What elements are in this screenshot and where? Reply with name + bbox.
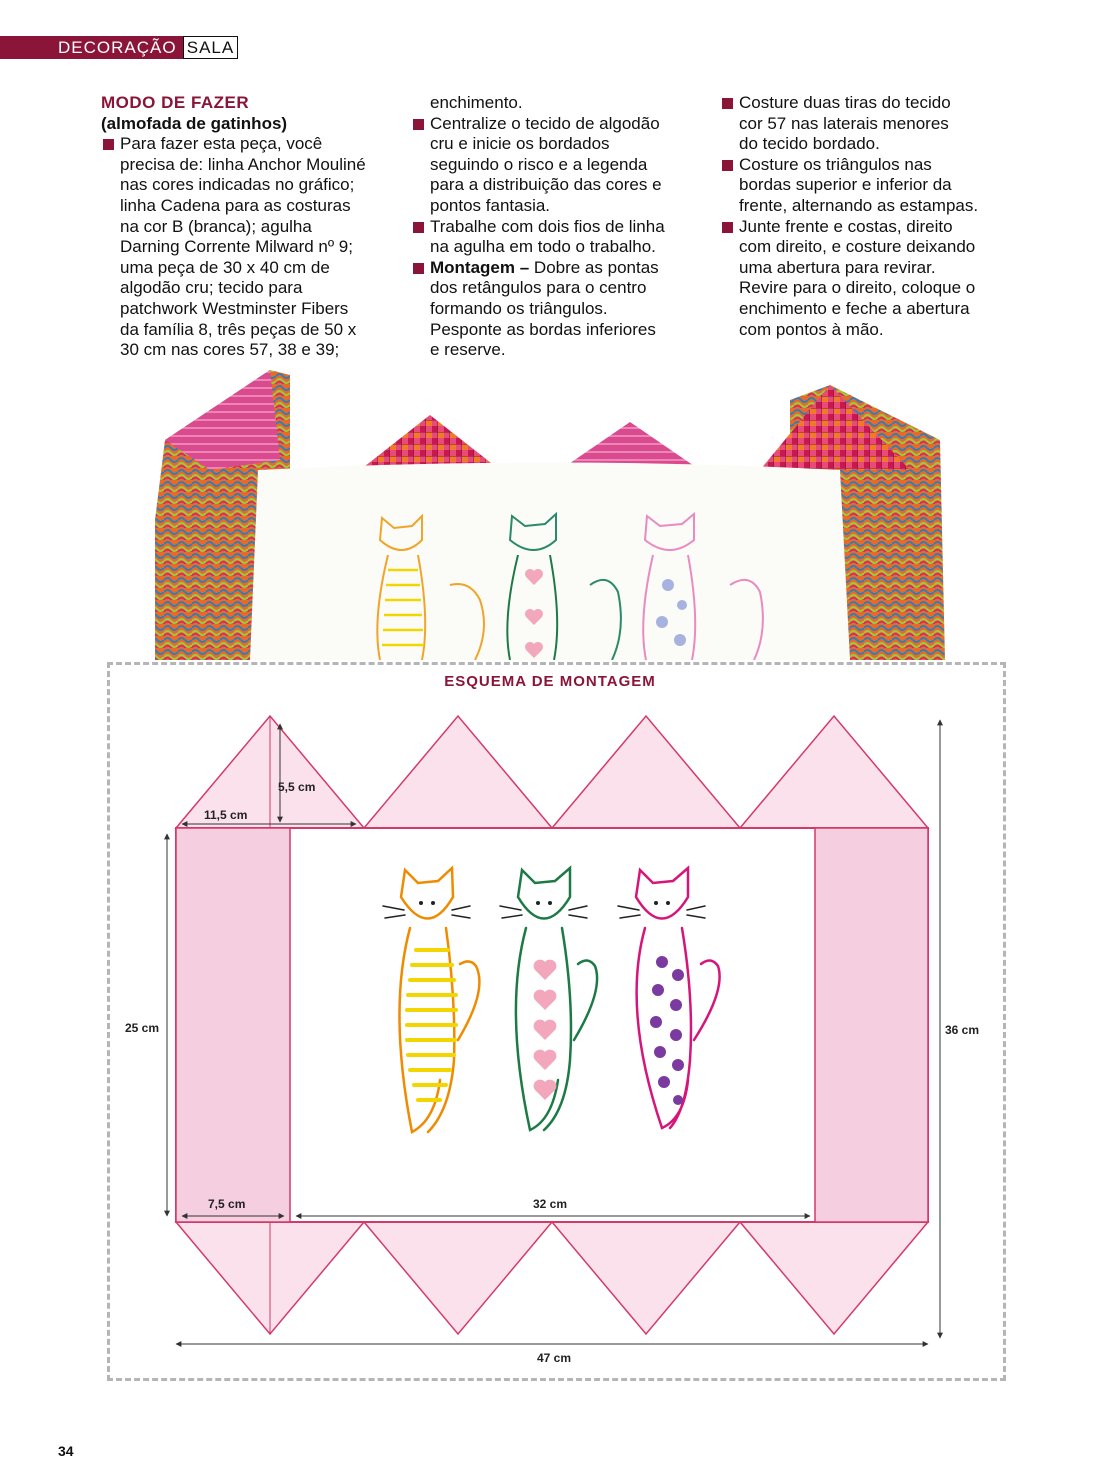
text-line: uma abertura para revirar. [739, 257, 936, 277]
text-line: Darning Corrente Milward nº 9; [120, 237, 353, 257]
text-line: enchimento e feche a abertura [739, 298, 970, 318]
dim-triangle-height: 5,5 cm [278, 780, 316, 794]
text-line: uma peça de 30 x 40 cm de [120, 257, 330, 277]
text-line: seguindo o risco e a legenda [430, 154, 648, 174]
text-line: na agulha em todo o trabalho. [430, 237, 656, 257]
text-line: linha Cadena para as costuras [120, 195, 351, 215]
bold-label: Montagem – [430, 257, 530, 277]
text-line: precisa de: linha Anchor Mouliné [120, 154, 366, 174]
dim-right-height: 36 cm [945, 1023, 980, 1037]
text-line: Centralize o tecido de algodão [430, 113, 660, 133]
page-number: 34 [58, 1443, 74, 1459]
dim-strip-width: 7,5 cm [208, 1197, 246, 1211]
text-line: pontos fantasia. [430, 195, 551, 215]
text-line: Trabalhe com dois fios de linha [430, 216, 665, 236]
right-strip [815, 828, 928, 1222]
text-line: bordas superior e inferior da [739, 175, 952, 195]
text-line: para a distribuição das cores e [430, 175, 662, 195]
dim-total-width: 47 cm [537, 1351, 572, 1365]
text-line: algodão cru; tecido para [120, 278, 303, 298]
left-strip [176, 828, 290, 1222]
top-triangles [176, 716, 928, 828]
text-line: nas cores indicadas no gráfico; [120, 175, 355, 195]
text-line: frente, alternando as estampas. [739, 195, 979, 215]
triangle-bottom-3 [552, 1222, 740, 1334]
text-line: cru e inicie os bordados [430, 134, 610, 154]
dim-left-height: 25 cm [125, 1021, 160, 1035]
text-line: do tecido bordado. [739, 134, 880, 154]
text-line: Para fazer esta peça, você [120, 134, 323, 154]
text-line: Costure os triângulos nas [739, 154, 932, 174]
text-line: Costure duas tiras do tecido [739, 93, 951, 112]
text-line: e reserve. [430, 340, 506, 360]
triangle-bottom-4 [740, 1222, 928, 1334]
text-line: com pontos à mão. [739, 319, 884, 339]
triangle-top-4 [740, 716, 928, 828]
section-subtitle: (almofada de gatinhos) [101, 113, 288, 133]
triangle-top-2 [364, 716, 552, 828]
text-line: cor 57 nas laterais menores [739, 113, 949, 133]
scheme-title: ESQUEMA DE MONTAGEM [444, 673, 656, 690]
text-line: dos retângulos para o centro [430, 278, 647, 298]
subsection-label: SALA [183, 36, 238, 59]
section-title: MODO DE FAZER [101, 93, 250, 112]
text-line: formando os triângulos. [430, 298, 608, 318]
bottom-triangles [176, 1222, 928, 1334]
triangle-bottom-2 [364, 1222, 552, 1334]
text-line: 30 cm nas cores 57, 38 e 39; [120, 340, 340, 360]
text-line: Pesponte as bordas inferiores [430, 319, 656, 339]
text-line: enchimento. [430, 93, 523, 112]
text-line: Junte frente e costas, direito [739, 216, 953, 236]
dim-center-width: 32 cm [533, 1197, 568, 1211]
text-line: patchwork Westminster Fibers [120, 298, 349, 318]
text-line: com direito, e costure deixando [739, 237, 976, 257]
text-line: na cor B (branca); agulha [120, 216, 312, 236]
text-span: Dobre as pontas [529, 257, 659, 277]
text-line: da família 8, três peças de 50 x [120, 319, 357, 339]
dim-triangle-half-base: 11,5 cm [204, 808, 248, 822]
section-label: DECORAÇÃO [58, 38, 177, 57]
triangle-top-3 [552, 716, 740, 828]
text-line: Revire para o direito, coloque o [739, 278, 976, 298]
